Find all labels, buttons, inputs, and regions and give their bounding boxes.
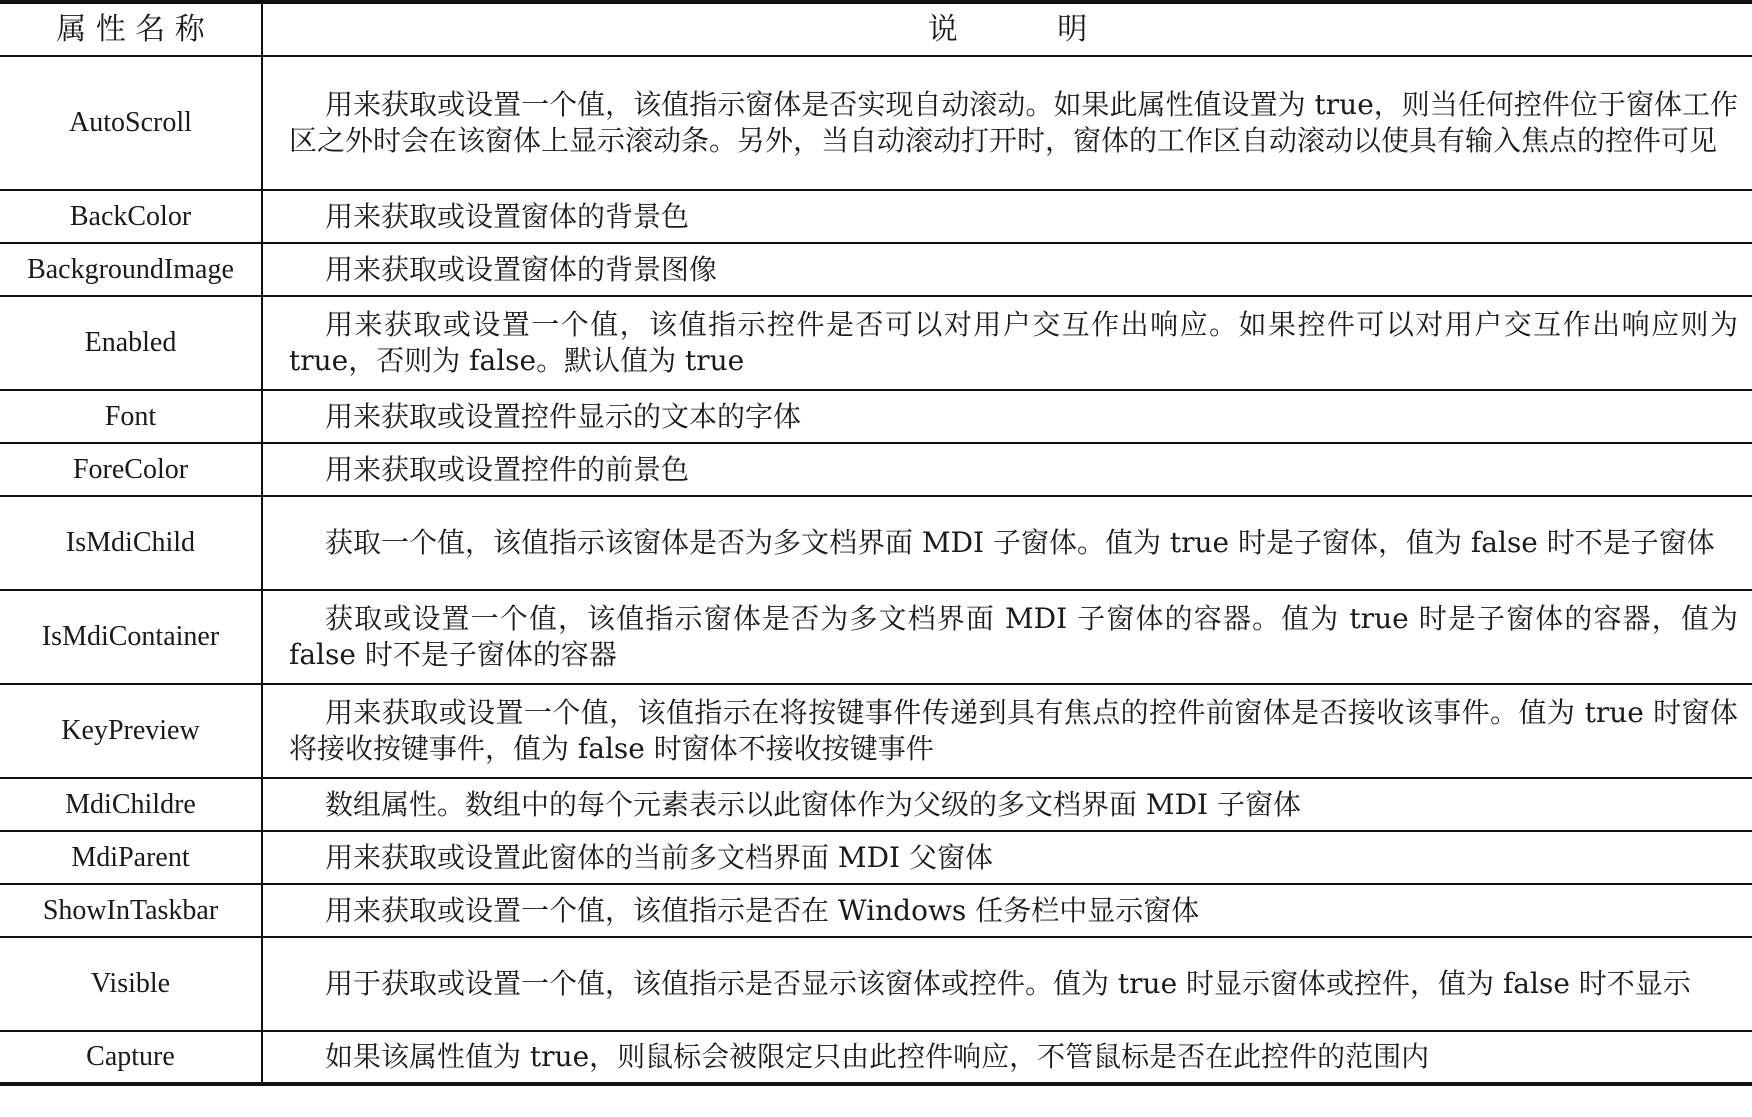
header-property-name-label: 属 性 名 称: [56, 12, 205, 47]
property-name-cell: KeyPreview: [0, 684, 262, 778]
property-name-cell: IsMdiChild: [0, 496, 262, 590]
property-name-cell: MdiChildre: [0, 778, 262, 831]
table-row: [0, 778, 1752, 831]
property-description-text: 用来获取或设置窗体的背景色: [325, 199, 690, 233]
table-row: [0, 243, 1752, 296]
property-description-text: 获取一个值，该值指示该窗体是否为多文档界面 MDI 子窗体。值为 true 时是子窗体，值为 false 时不是子窗体: [325, 526, 1715, 559]
table-row: [0, 296, 1752, 390]
property-description-text: 用来获取或设置一个值，该值指示控件是否可以对用户交互作出响应。如果控件可以对用户交互作出响应则为 true，否则为 false。默认值为 true: [289, 308, 1738, 377]
header-description: [262, 2, 1752, 56]
property-description-cell: [262, 243, 1752, 296]
property-description-cell: [262, 190, 1752, 243]
property-description-cell: [262, 590, 1752, 684]
property-name-cell: Font: [0, 390, 262, 443]
property-name-cell: MdiParent: [0, 831, 262, 884]
property-description-cell: [262, 937, 1752, 1031]
table-body: [0, 56, 1752, 1084]
property-description-cell: [262, 443, 1752, 496]
property-description-cell: [262, 884, 1752, 937]
table-row: [0, 56, 1752, 190]
table-row: [0, 590, 1752, 684]
table-row: [0, 831, 1752, 884]
property-description-text: 获取或设置一个值，该值指示窗体是否为多文档界面 MDI 子窗体的容器。值为 true 时是子窗体的容器，值为 false 时不是子窗体的容器: [289, 602, 1738, 671]
property-name-cell: Enabled: [0, 296, 262, 390]
header-description-label: 说 明: [927, 12, 1088, 47]
table-row: [0, 496, 1752, 590]
table-row: [0, 684, 1752, 778]
table-row: [0, 190, 1752, 243]
property-name-cell: ShowInTaskbar: [0, 884, 262, 937]
property-name-cell: IsMdiContainer: [0, 590, 262, 684]
property-description-cell: [262, 778, 1752, 831]
property-description-cell: [262, 56, 1752, 190]
property-description-cell: [262, 831, 1752, 884]
property-description-text: 用来获取或设置一个值，该值指示在将按键事件传递到具有焦点的控件前窗体是否接收该事件。值为 true 时窗体将接收按键事件，值为 false 时窗体不接收按键事件: [289, 696, 1738, 765]
table-row: [0, 1031, 1752, 1084]
property-name-cell: ForeColor: [0, 443, 262, 496]
property-description-cell: [262, 496, 1752, 590]
table-row: [0, 390, 1752, 443]
table-header: [0, 2, 1752, 56]
header-row: [0, 2, 1752, 56]
property-description-text: 用来获取或设置控件的前景色: [325, 452, 690, 486]
property-description-text: 用来获取或设置控件显示的文本的字体: [325, 399, 802, 433]
property-description-text: 用来获取或设置此窗体的当前多文档界面 MDI 父窗体: [325, 840, 993, 874]
property-description-cell: [262, 390, 1752, 443]
property-name-cell: AutoScroll: [0, 56, 262, 190]
header-property-name: [0, 2, 262, 56]
property-description-text: 用于获取或设置一个值，该值指示是否显示该窗体或控件。值为 true 时显示窗体或控件，值为 false 时不显示: [325, 967, 1691, 1000]
property-description-text: 用来获取或设置窗体的背景图像: [325, 252, 718, 286]
property-description-text: 用来获取或设置一个值，该值指示窗体是否实现自动滚动。如果此属性值设置为 true，则当任何控件位于窗体工作区之外时会在该窗体上显示滚动条。另外，当自动滚动打开时，窗体的工作区自动滚动以使具有输入焦点的控件可见: [289, 88, 1738, 157]
table-row: [0, 884, 1752, 937]
property-description-text: 用来获取或设置一个值，该值指示是否在 Windows 任务栏中显示窗体: [325, 893, 1200, 927]
property-description-cell: [262, 1031, 1752, 1084]
property-description-text: 如果该属性值为 true，则鼠标会被限定只由此控件响应，不管鼠标是否在此控件的范围内: [325, 1040, 1430, 1073]
table-row: [0, 443, 1752, 496]
table-row: [0, 937, 1752, 1031]
property-description-cell: [262, 296, 1752, 390]
property-description-text: 数组属性。数组中的每个元素表示以此窗体作为父级的多文档界面 MDI 子窗体: [325, 787, 1301, 821]
property-description-cell: [262, 684, 1752, 778]
property-name-cell: BackColor: [0, 190, 262, 243]
property-name-cell: Capture: [0, 1031, 262, 1084]
property-name-cell: Visible: [0, 937, 262, 1031]
property-name-cell: BackgroundImage: [0, 243, 262, 296]
